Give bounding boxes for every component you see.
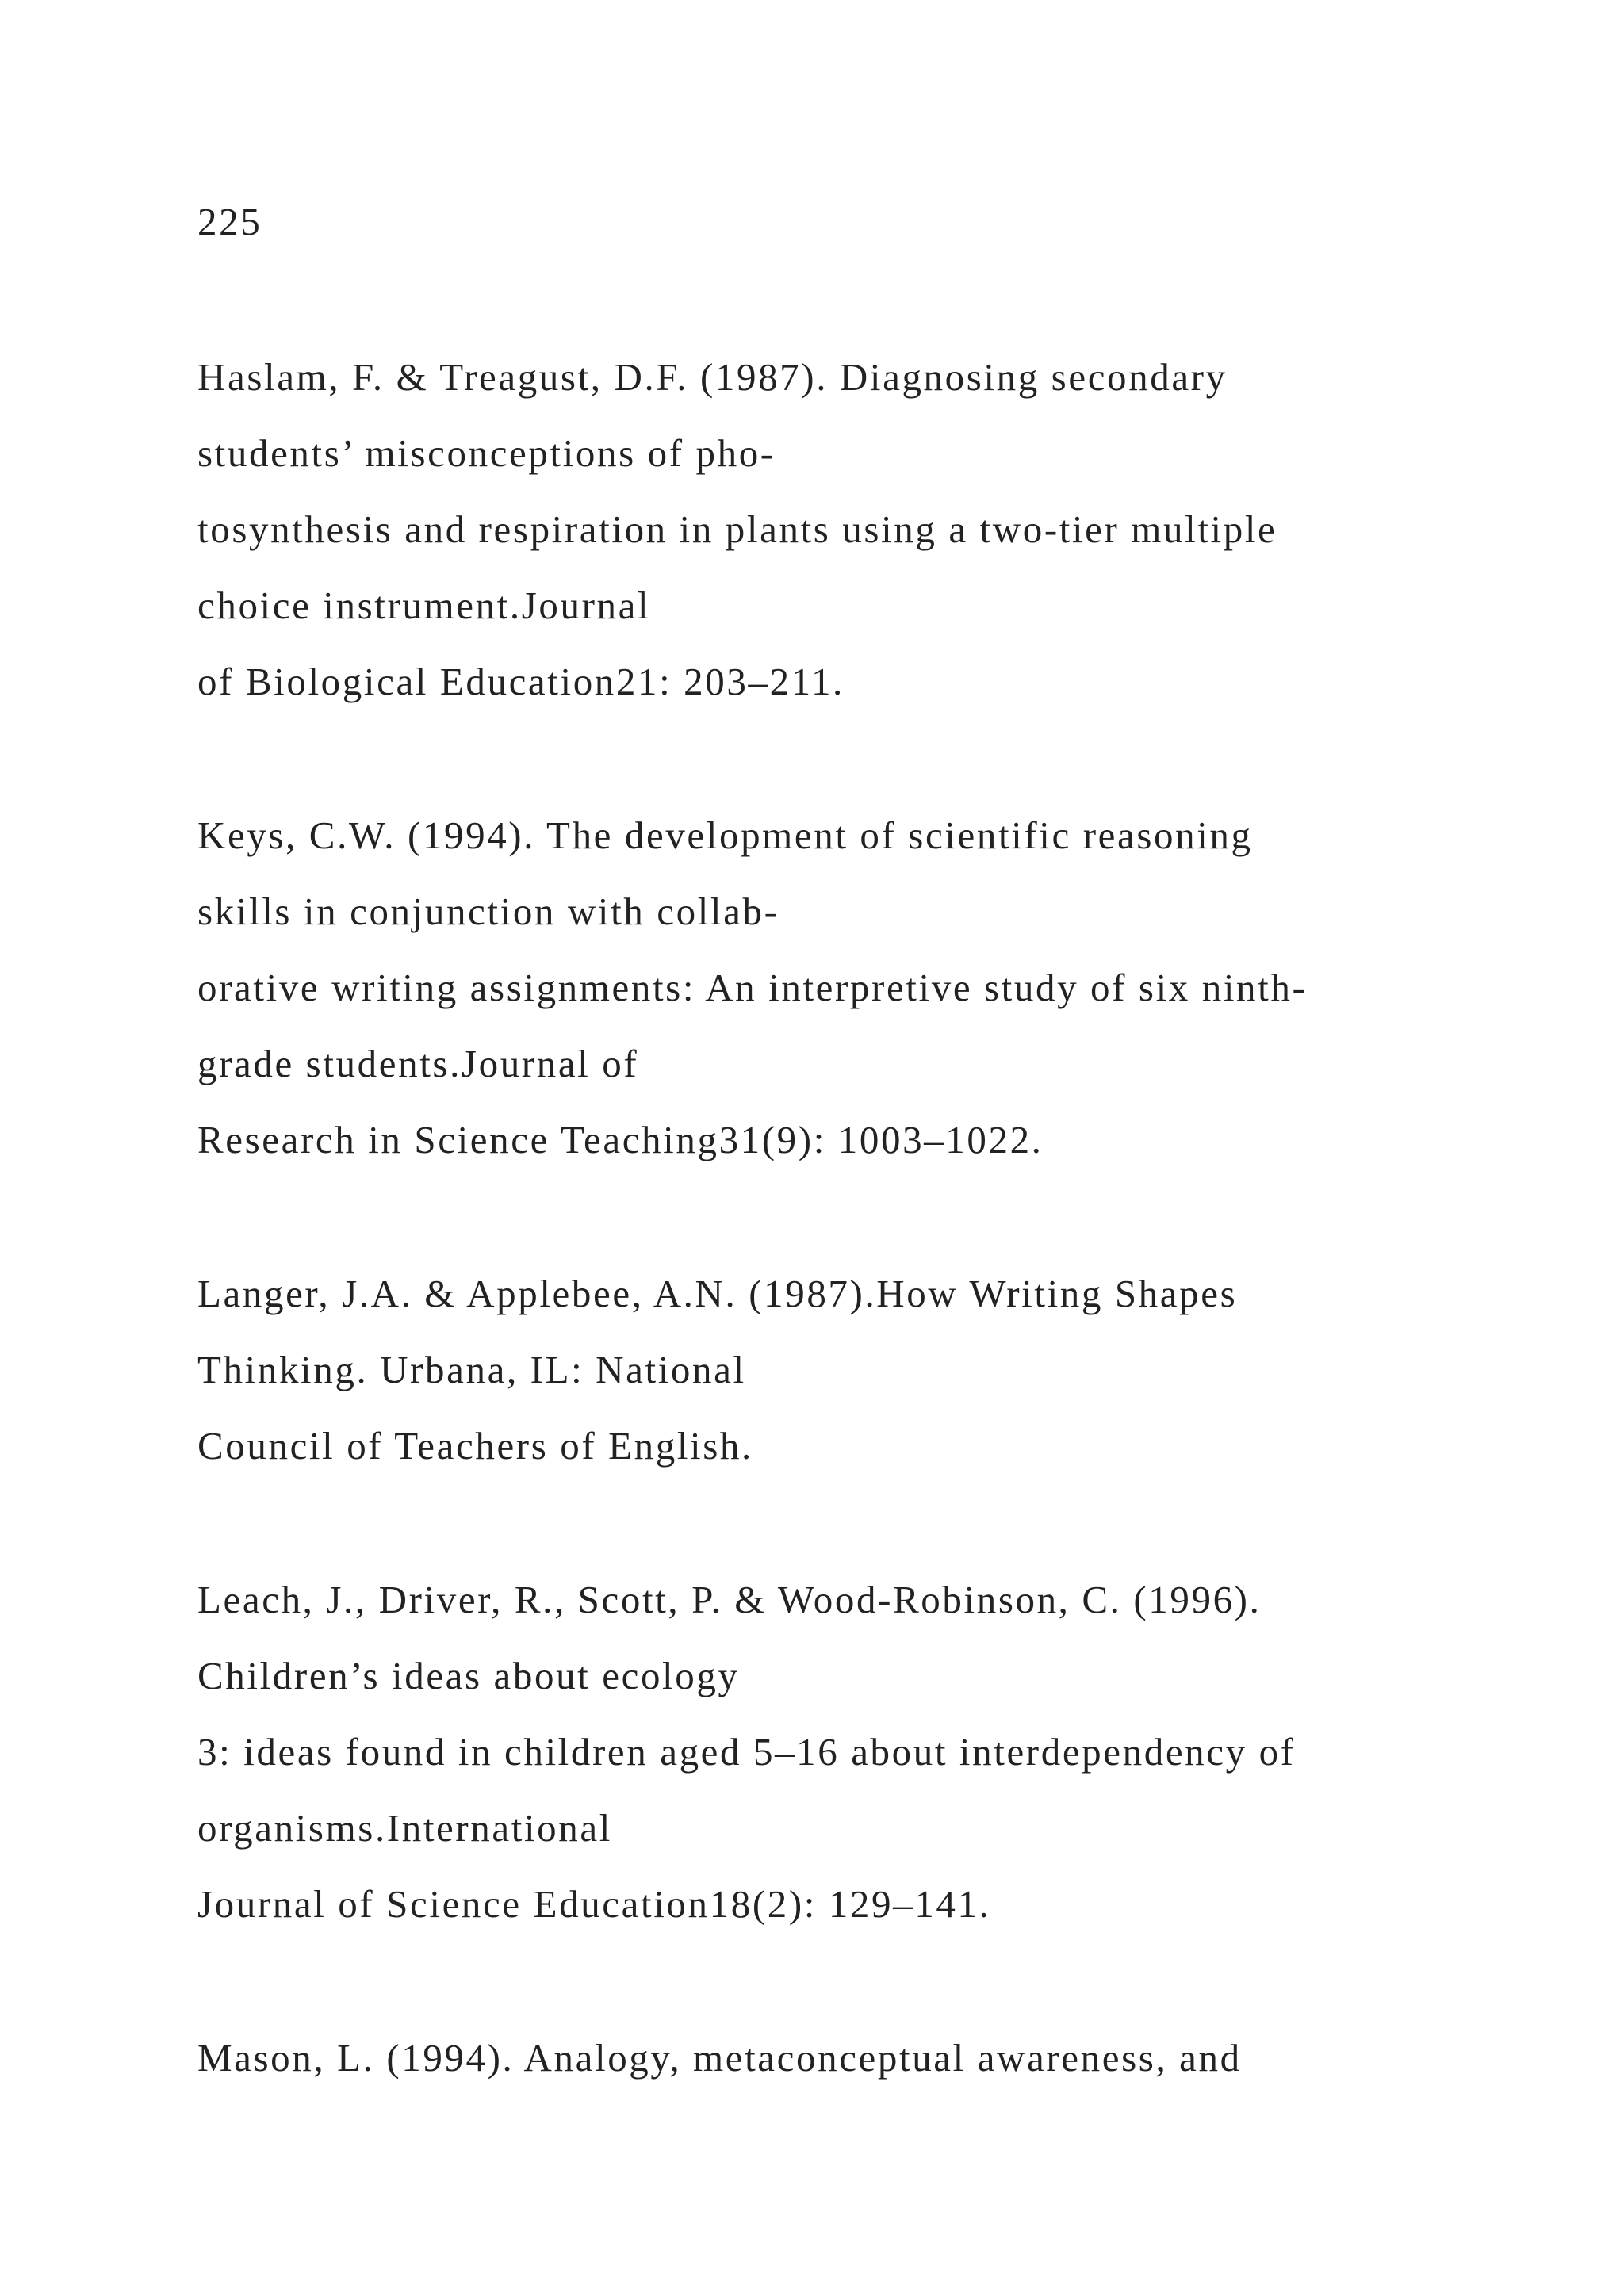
- reference-line: Keys, C.W. (1994). The development of scientific reasoning: [197, 813, 1253, 857]
- reference-line: tosynthesis and respiration in plants using a two-tier multiple: [197, 507, 1277, 551]
- reference-line: orative writing assignments: An interpretive study of six ninth-: [197, 966, 1308, 1009]
- reference-line: students’ misconceptions of pho-: [197, 431, 776, 475]
- reference-line: organisms.International: [197, 1806, 612, 1850]
- reference-line: Thinking. Urbana, IL: National: [197, 1348, 746, 1391]
- reference-line: Mason, L. (1994). Analogy, metaconceptual awareness, and: [197, 2036, 1242, 2080]
- reference-line: choice instrument.Journal: [197, 584, 651, 627]
- reference-line: Children’s ideas about ecology: [197, 1654, 740, 1697]
- reference-line: Leach, J., Driver, R., Scott, P. & Wood-Robinson, C. (1996).: [197, 1578, 1262, 1621]
- page-number: 225: [197, 200, 262, 243]
- reference-line: Council of Teachers of English.: [197, 1424, 753, 1468]
- reference-line: of Biological Education21: 203–211.: [197, 660, 845, 703]
- reference-line: 3: ideas found in children aged 5–16 about interdependency of: [197, 1730, 1296, 1774]
- reference-line: Haslam, F. & Treagust, D.F. (1987). Diagnosing secondary: [197, 355, 1228, 399]
- reference-line: skills in conjunction with collab-: [197, 890, 779, 933]
- reference-line: Journal of Science Education18(2): 129–141.: [197, 1882, 991, 1926]
- reference-line: grade students.Journal of: [197, 1042, 639, 1085]
- reference-line: Research in Science Teaching31(9): 1003–1022.: [197, 1118, 1044, 1161]
- reference-line: Langer, J.A. & Applebee, A.N. (1987).How Writing Shapes: [197, 1272, 1238, 1315]
